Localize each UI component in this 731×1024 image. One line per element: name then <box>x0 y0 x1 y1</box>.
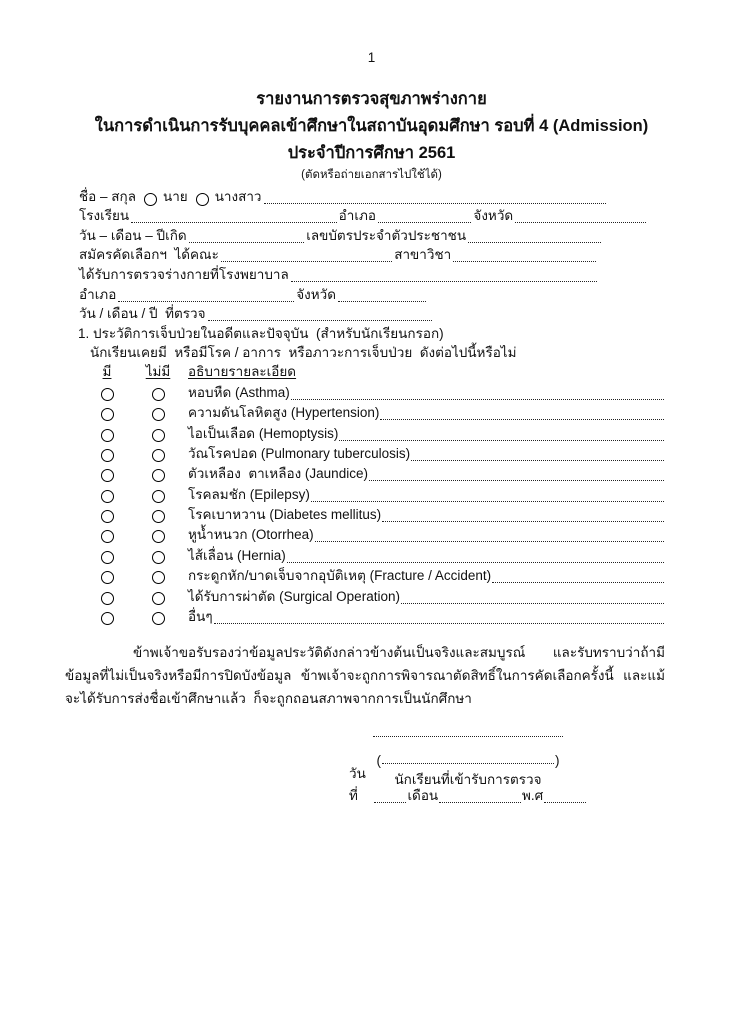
birthdate-label: วัน – เดือน – ปีเกิด <box>79 227 187 243</box>
major-label: สาขาวิชา <box>394 247 452 263</box>
section1-subheading: นักเรียนเคยมี หรือมีโรค / อาการ หรือภาวะการเจ็บป่วย ดังต่อไปนี้หรือไม่ <box>90 345 517 361</box>
signature-name-row <box>343 749 593 768</box>
yes-radio[interactable] <box>101 592 114 605</box>
condition-label: ตัวเหลือง ตาเหลือง (Jaundice) <box>188 466 368 482</box>
yes-radio[interactable] <box>101 469 114 482</box>
citizen-id-input-line[interactable] <box>468 239 601 243</box>
condition-label: กระดูกหัก/บาดเจ็บจากอุบัติเหตุ (Fracture / Accident) <box>188 568 492 584</box>
district-input-line[interactable] <box>378 219 471 223</box>
hospital-label: ได้รับการตรวจร่างกายที่โรงพยาบาล <box>79 266 289 282</box>
exam-date-label: วัน / เดือน / ปี ที่ตรวจ <box>79 306 206 322</box>
title-line-3: ประจำปีการศึกษา 2561 <box>287 144 456 162</box>
checklist-row <box>78 484 665 504</box>
miss-label: นางสาว <box>214 188 262 204</box>
no-radio[interactable] <box>152 551 165 564</box>
applied-faculty-label: สมัครคัดเลือกฯ ได้คณะ <box>79 247 219 263</box>
yes-radio[interactable] <box>101 408 114 421</box>
detail-input-line[interactable] <box>315 538 664 542</box>
detail-input-line[interactable] <box>382 518 664 522</box>
detail-input-line[interactable] <box>369 477 664 481</box>
checklist-row <box>78 545 665 565</box>
no-radio[interactable] <box>152 510 165 523</box>
document-header <box>78 86 665 184</box>
detail-input-line[interactable] <box>214 620 664 624</box>
hospital-input-line[interactable] <box>291 278 597 282</box>
detail-input-line[interactable] <box>492 579 664 583</box>
no-radio[interactable] <box>152 388 165 401</box>
condition-label: อื่นๆ <box>188 609 213 625</box>
checklist-row <box>78 566 665 586</box>
school-label: โรงเรียน <box>79 208 130 224</box>
signature-block <box>343 733 593 806</box>
close-paren: ) <box>555 753 560 769</box>
certification-paragraph: ข้าพเจ้าขอรับรองว่าข้อมูลประวัติดังกล่าวข้างต้นเป็นจริงและสมบูรณ์ และรับทราบว่าถ้ามีข้อมูลที่ไม่เป็นจริงหรือมีการปิดบังข้อมูล ข้าพเจ้าจะถูกการพิจารณาตัดสิทธิ์ในการคัดเลือกครั้งนี้ และแม้จะได้รับการส่งชื่อเข้าศึกษาแล้ว ก็จะถูกถอนสภาพจากการเป็นนักศึกษา <box>65 645 665 707</box>
no-radio[interactable] <box>152 592 165 605</box>
yes-radio[interactable] <box>101 571 114 584</box>
condition-label: โรคลมชัก (Epilepsy) <box>188 486 310 502</box>
yes-radio[interactable] <box>101 530 114 543</box>
month-label: เดือน <box>407 788 439 804</box>
condition-label: วัณโรคปอด (Pulmonary tuberculosis) <box>188 445 411 461</box>
birthdate-input-line[interactable] <box>189 239 305 243</box>
signature-role-label: นักเรียนที่เข้ารับการตรวจ <box>394 772 542 788</box>
exam-province-input-line[interactable] <box>338 298 426 302</box>
col-header-yes: มี <box>102 364 112 380</box>
citizen-id-label: เลขบัตรประจำตัวประชาชน <box>306 227 467 243</box>
col-header-no: ไม่มี <box>145 364 171 380</box>
personal-info-fields <box>78 187 665 324</box>
exam-district-input-line[interactable] <box>118 298 294 302</box>
title-line-1: รายงานการตรวจสุขภาพร่างกาย <box>256 90 487 108</box>
checklist-row <box>78 607 665 627</box>
checklist-row <box>78 444 665 464</box>
condition-label: โรคเบาหวาน (Diabetes mellitus) <box>188 507 382 523</box>
major-input-line[interactable] <box>453 258 596 262</box>
no-radio[interactable] <box>152 612 165 625</box>
checklist-rows <box>78 382 665 627</box>
no-radio[interactable] <box>152 490 165 503</box>
exam-province-label: จังหวัด <box>296 286 337 302</box>
checklist-row <box>78 423 665 443</box>
detail-input-line[interactable] <box>311 498 664 502</box>
condition-label: ไอเป็นเลือด (Hemoptysis) <box>188 425 339 441</box>
yes-radio[interactable] <box>101 510 114 523</box>
condition-label: ความดันโลหิตสูง (Hypertension) <box>188 405 380 421</box>
yes-radio[interactable] <box>101 388 114 401</box>
radio-miss[interactable] <box>196 193 209 206</box>
checklist-row <box>78 505 665 525</box>
signature-name-input-line[interactable] <box>382 760 554 764</box>
detail-input-line[interactable] <box>287 559 664 563</box>
name-input-line[interactable] <box>264 200 606 204</box>
copy-note: (ตัดหรือถ่ายเอกสารไปใช้ได้) <box>301 169 442 181</box>
detail-input-line[interactable] <box>339 437 664 441</box>
province-input-line[interactable] <box>515 219 646 223</box>
checklist-row <box>78 525 665 545</box>
detail-input-line[interactable] <box>411 457 664 461</box>
detail-input-line[interactable] <box>291 396 664 400</box>
date-label: วันที่ <box>349 766 366 804</box>
no-radio[interactable] <box>152 469 165 482</box>
condition-label: ได้รับการผ่าตัด (Surgical Operation) <box>188 588 400 604</box>
province-label: จังหวัด <box>473 208 514 224</box>
yes-radio[interactable] <box>101 551 114 564</box>
exam-date-input-line[interactable] <box>208 317 432 321</box>
district-label: อำเภอ <box>338 208 376 224</box>
page-number: 1 <box>367 50 376 65</box>
no-radio[interactable] <box>152 429 165 442</box>
faculty-input-line[interactable] <box>221 258 392 262</box>
yes-radio[interactable] <box>101 429 114 442</box>
detail-input-line[interactable] <box>401 600 664 604</box>
school-input-line[interactable] <box>131 219 337 223</box>
section1-heading: 1. ประวัติการเจ็บป่วยในอดีตและปัจจุบัน (สำหรับนักเรียนกรอก) <box>78 325 444 341</box>
yes-radio[interactable] <box>101 490 114 503</box>
checklist-row <box>78 586 665 606</box>
radio-mr[interactable] <box>144 193 157 206</box>
no-radio[interactable] <box>152 571 165 584</box>
mr-label: นาย <box>162 188 188 204</box>
condition-label: หอบหืด (Asthma) <box>188 384 290 400</box>
detail-input-line[interactable] <box>380 416 664 420</box>
field-row-hospital <box>78 265 598 285</box>
yes-radio[interactable] <box>101 449 114 462</box>
month-input-line[interactable] <box>439 799 521 803</box>
signature-line-row <box>343 733 593 749</box>
checklist-header <box>78 363 665 382</box>
year-input-line[interactable] <box>544 799 586 803</box>
signature-input-line[interactable] <box>373 733 563 737</box>
col-header-detail: อธิบายรายละเอียด <box>188 364 297 380</box>
title-line-2: ในการดำเนินการรับบุคคลเข้าศึกษาในสถาบันอุดมศึกษา รอบที่ 4 (Admission) <box>94 117 649 135</box>
condition-label: หูน้ำหนวก (Otorrhea) <box>188 527 314 543</box>
exam-district-label: อำเภอ <box>79 286 117 302</box>
date-input-line[interactable] <box>374 799 407 803</box>
condition-label: ไส้เลื่อน (Hernia) <box>188 547 286 563</box>
checklist-row <box>78 403 665 423</box>
open-paren: ( <box>376 753 381 769</box>
era-label: พ.ศ <box>521 788 544 804</box>
checklist-row <box>78 464 665 484</box>
no-radio[interactable] <box>152 408 165 421</box>
checklist-row <box>78 382 665 402</box>
name-label: ชื่อ – สกุล <box>79 188 136 204</box>
no-radio[interactable] <box>152 449 165 462</box>
yes-radio[interactable] <box>101 612 114 625</box>
no-radio[interactable] <box>152 530 165 543</box>
